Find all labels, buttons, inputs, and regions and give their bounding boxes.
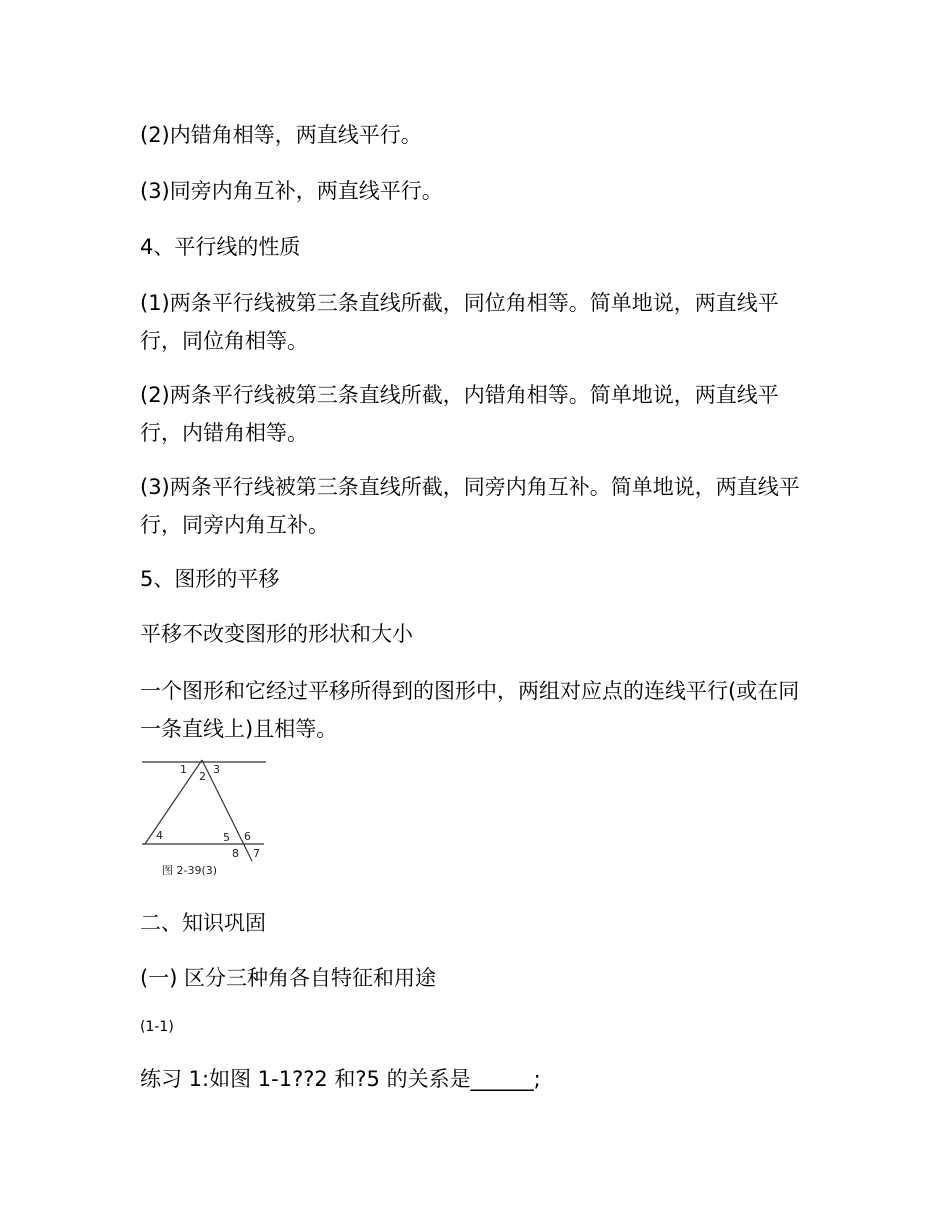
angle-label-4: 4 [156, 829, 163, 842]
right-transversal [202, 760, 252, 861]
angle-label-6: 6 [244, 830, 251, 843]
paragraph-property-2: (2)两条平行线被第三条直线所截，内错角相等。简单地说，两直线平行，内错角相等。 [140, 383, 779, 445]
subheading-three-angle-types: (一) 区分三种角各自特征和用途 [140, 966, 437, 990]
angle-label-5: 5 [223, 831, 230, 844]
heading-translation: 5、图形的平移 [140, 567, 280, 591]
paragraph-property-1: (1)两条平行线被第三条直线所截，同位角相等。简单地说，两直线平行，同位角相等。 [140, 291, 779, 353]
left-transversal [145, 760, 202, 844]
figure-caption: 图 2-39(3) [162, 864, 218, 877]
figure-reference: (1-1) [140, 1019, 174, 1035]
angle-label-2: 2 [199, 770, 206, 783]
angle-label-1: 1 [180, 763, 187, 776]
heading-parallel-properties: 4、平行线的性质 [140, 235, 301, 259]
angle-label-8: 8 [232, 847, 239, 860]
parallel-lines-diagram [140, 757, 270, 882]
angle-label-7: 7 [253, 847, 260, 860]
paragraph-property-3: (3)两条平行线被第三条直线所截，同旁内角互补。简单地说，两直线平行，同旁内角互补。 [140, 475, 800, 537]
angle-label-3: 3 [213, 763, 220, 776]
heading-knowledge-consolidation: 二、知识巩固 [140, 911, 266, 935]
exercise-1: 练习 1:如图 1-1??2 和?5 的关系是______; [140, 1067, 541, 1091]
paragraph-same-side-angles: (3)同旁内角互补，两直线平行。 [140, 179, 443, 203]
paragraph-translation-shape: 平移不改变图形的形状和大小 [140, 622, 413, 646]
figure-2-39-3 [140, 757, 270, 882]
paragraph-translation-correspondence: 一个图形和它经过平移所得到的图形中，两组对应点的连线平行(或在同一条直线上)且相等。 [140, 679, 800, 741]
paragraph-inner-alternate-angles: (2)内错角相等，两直线平行。 [140, 123, 422, 147]
